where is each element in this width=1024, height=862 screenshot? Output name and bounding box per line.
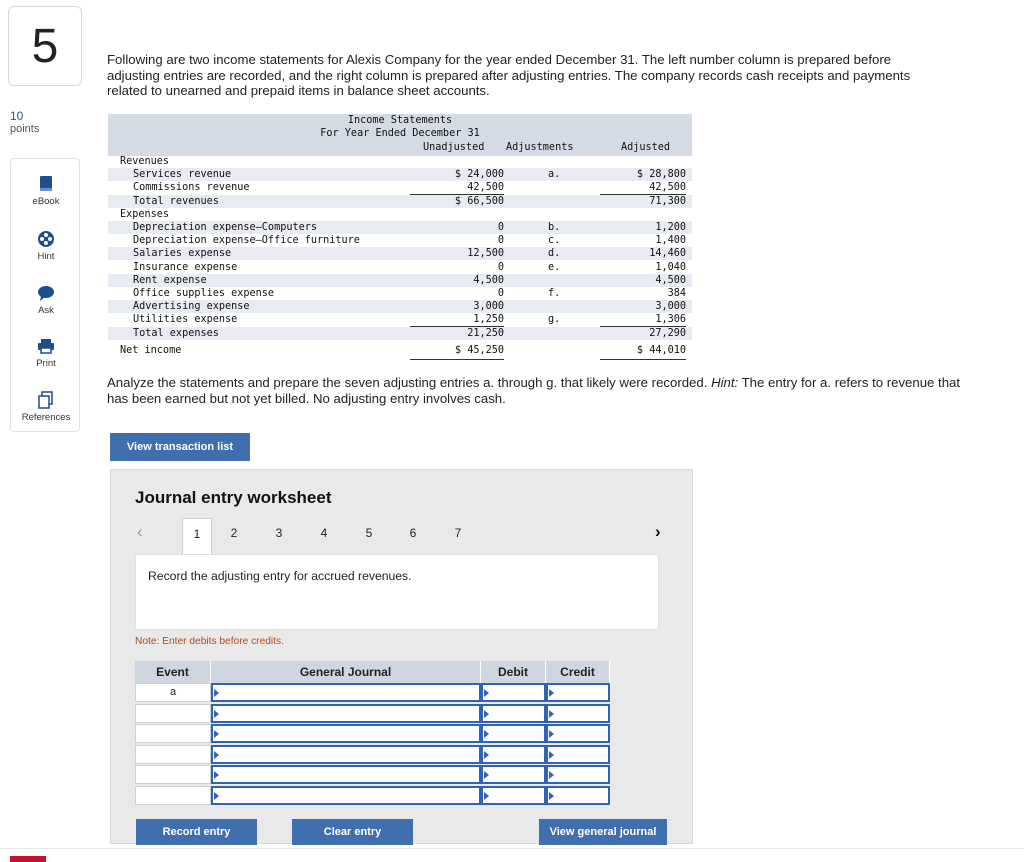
instructions-part-1: Analyze the statements and prepare the seven adjusting entries a. through g. that likely were recorded.	[107, 375, 712, 390]
debit-input[interactable]	[481, 765, 546, 784]
dropdown-arrow-icon	[549, 689, 554, 697]
tab-4[interactable]: 4	[320, 526, 328, 540]
dropdown-arrow-icon	[549, 751, 554, 759]
adjusted-value: 42,500	[649, 182, 686, 194]
row-label: Salaries expense	[133, 248, 232, 260]
credit-input[interactable]	[546, 724, 610, 743]
statement-row	[108, 344, 692, 357]
unadjusted-value: 12,500	[467, 248, 504, 260]
adjusted-value: 384	[667, 288, 686, 299]
adjustment-letter: f.	[548, 288, 561, 299]
col-adjusted: Adjusted	[621, 142, 671, 153]
question-number: 5	[8, 6, 82, 86]
adjusted-value: 14,460	[649, 248, 686, 260]
statement-row	[108, 221, 692, 234]
tab-7[interactable]: 7	[454, 526, 462, 540]
debit-input[interactable]	[481, 724, 546, 743]
points-display	[10, 110, 39, 136]
adjustment-letter: c.	[548, 235, 561, 247]
sidebar-item-references[interactable]	[11, 391, 81, 423]
header-event: Event	[135, 661, 211, 683]
sidebar-item-ebook[interactable]	[11, 175, 81, 207]
sidebar-item-print[interactable]	[11, 337, 81, 369]
statement-row	[108, 195, 692, 208]
points-value: 10	[10, 109, 24, 123]
row-label: Revenues	[120, 156, 170, 167]
references-icon	[38, 391, 54, 409]
sidebar-item-label: Print	[36, 358, 56, 369]
unadjusted-value: $ 66,500	[454, 195, 504, 207]
unadjusted-value: 4,500	[473, 274, 504, 286]
footer-strip	[0, 848, 1024, 862]
adjusted-value: 3,000	[655, 301, 686, 313]
sidebar-item-label: Ask	[38, 305, 54, 316]
dropdown-arrow-icon	[484, 792, 489, 800]
event-cell: a	[135, 683, 211, 702]
row-label: Total revenues	[133, 195, 219, 207]
instruction-panel	[135, 554, 659, 630]
statement-row	[108, 247, 692, 260]
dropdown-arrow-icon	[214, 689, 219, 697]
row-label: Depreciation expense—Computers	[133, 222, 318, 233]
unadjusted-value: 42,500	[467, 182, 504, 194]
col-unadjusted: Unadjusted	[423, 142, 485, 153]
row-label: Advertising expense	[133, 301, 250, 313]
row-label: Net income	[120, 344, 182, 356]
debit-input[interactable]	[481, 683, 546, 702]
unadjusted-value: 3,000	[473, 301, 504, 313]
statement-row	[108, 208, 692, 221]
credit-input[interactable]	[546, 683, 610, 702]
tab-5[interactable]: 5	[365, 526, 373, 540]
dropdown-arrow-icon	[484, 689, 489, 697]
worksheet-title: Journal entry worksheet	[135, 488, 332, 507]
rule-unadj-net	[410, 359, 504, 360]
dropdown-arrow-icon	[484, 771, 489, 779]
event-cell	[135, 745, 211, 764]
prev-arrow-icon[interactable]: ‹	[137, 522, 143, 541]
dropdown-arrow-icon	[214, 710, 219, 718]
credit-input[interactable]	[546, 745, 610, 764]
statement-row	[108, 313, 692, 326]
account-input[interactable]	[211, 765, 481, 784]
row-label: Expenses	[120, 208, 170, 220]
tab-3[interactable]: 3	[275, 526, 283, 540]
debit-input[interactable]	[481, 745, 546, 764]
adjustment-letter: a.	[548, 169, 561, 181]
statement-row	[108, 327, 692, 340]
dropdown-arrow-icon	[549, 730, 554, 738]
unadjusted-value: 0	[497, 222, 504, 233]
row-label: Commissions revenue	[133, 182, 250, 194]
tab-2[interactable]: 2	[230, 526, 238, 540]
dropdown-arrow-icon	[549, 710, 554, 718]
problem-intro: Following are two income statements for Alexis Company for the year ended December 31. The left number column is prepared before adjusting entries are recorded, and the right column is prepared after adjusting entries. The company records cash receipts and payments related to unearned and prepaid items in balance sheet accounts.	[107, 52, 911, 98]
header-general-journal: General Journal	[211, 661, 481, 683]
adjustment-letter: b.	[548, 222, 561, 233]
credit-input[interactable]	[546, 765, 610, 784]
dropdown-arrow-icon	[549, 792, 554, 800]
row-label: Insurance expense	[133, 261, 238, 273]
sidebar-item-label: Hint	[37, 251, 55, 262]
sidebar-item-label: References	[21, 412, 71, 423]
statement-row	[108, 168, 692, 181]
account-input[interactable]	[211, 786, 481, 805]
rule-adj-expenses	[600, 326, 686, 327]
view-general-journal-button[interactable]: View general journal	[539, 819, 667, 845]
statement-row	[108, 274, 692, 287]
adjusted-value: $ 28,800	[636, 169, 686, 181]
row-label: Services revenue	[133, 169, 232, 181]
unadjusted-value: $ 24,000	[454, 169, 504, 181]
adjustment-letter: d.	[548, 248, 561, 260]
statement-row	[108, 300, 692, 313]
credit-input[interactable]	[546, 786, 610, 805]
adjusted-value: 1,040	[655, 261, 686, 273]
clear-entry-button[interactable]: Clear entry	[292, 819, 413, 845]
statement-row	[108, 234, 692, 247]
account-input[interactable]	[211, 704, 481, 723]
unadjusted-value: 0	[497, 235, 504, 247]
points-label: points	[10, 123, 40, 135]
tab-1[interactable]: 1	[182, 518, 212, 555]
unadjusted-value: 21,250	[467, 327, 504, 339]
row-label: Office supplies expense	[133, 288, 275, 299]
statement-row	[108, 261, 692, 274]
record-entry-button[interactable]: Record entry	[136, 819, 257, 845]
event-cell	[135, 704, 211, 723]
statement-row	[108, 181, 692, 194]
adjusted-value: 4,500	[655, 274, 686, 286]
income-statement-table	[108, 114, 692, 360]
dropdown-arrow-icon	[484, 751, 489, 759]
sidebar-item-ask[interactable]	[11, 284, 81, 316]
row-label: Depreciation expense—Office furniture	[133, 235, 360, 247]
debit-input[interactable]	[481, 786, 546, 805]
dropdown-arrow-icon	[214, 792, 219, 800]
credit-input[interactable]	[546, 704, 610, 723]
unadjusted-value: 0	[497, 261, 504, 273]
tab-6[interactable]: 6	[409, 526, 417, 540]
instructions-part-2: The entry for a. refers to revenue that has been earned but not yet billed. No adjusting entry involves cash.	[107, 375, 961, 406]
resource-sidebar	[10, 158, 80, 432]
hint-icon	[37, 230, 55, 248]
event-cell	[135, 786, 211, 805]
rule-adj-revenue	[600, 194, 686, 195]
statement-subtitle: For Year Ended December 31	[320, 128, 480, 139]
dropdown-arrow-icon	[484, 730, 489, 738]
entry-instruction: Record the adjusting entry for accrued revenues.	[148, 569, 412, 583]
journal-entry-worksheet	[110, 469, 693, 844]
unadjusted-value: 0	[497, 288, 504, 299]
hint-label: Hint:	[711, 375, 739, 390]
next-arrow-icon[interactable]: ›	[655, 522, 661, 541]
adjusted-value: 27,290	[649, 327, 686, 339]
adjustment-letter: g.	[548, 314, 561, 326]
dropdown-arrow-icon	[549, 771, 554, 779]
dropdown-arrow-icon	[214, 730, 219, 738]
statement-title: Income Statements	[347, 115, 453, 126]
adjusted-value: 1,306	[655, 314, 686, 326]
adjusted-value: 1,400	[655, 235, 686, 247]
adjusted-value: 1,200	[655, 222, 686, 233]
adjustment-letter: e.	[548, 261, 561, 273]
unadjusted-value: $ 45,250	[454, 344, 504, 356]
debits-note: Note: Enter debits before credits.	[135, 636, 284, 647]
account-input[interactable]	[211, 683, 481, 702]
rule-unadj-revenue	[410, 194, 504, 195]
account-input[interactable]	[211, 745, 481, 764]
col-adjustments: Adjustments	[506, 142, 574, 153]
statement-row	[108, 155, 692, 168]
brand-logo	[10, 856, 46, 862]
header-credit: Credit	[546, 661, 610, 683]
adjusted-value: 71,300	[649, 195, 686, 207]
sidebar-item-hint[interactable]	[11, 230, 81, 262]
row-label: Total expenses	[133, 327, 219, 339]
dropdown-arrow-icon	[214, 751, 219, 759]
instructions-text	[107, 375, 967, 406]
row-label: Rent expense	[133, 274, 207, 286]
sidebar-item-label: eBook	[32, 196, 60, 207]
statement-row	[108, 287, 692, 300]
dropdown-arrow-icon	[214, 771, 219, 779]
adjusted-value: $ 44,010	[636, 344, 686, 356]
view-transaction-list-button[interactable]: View transaction list	[110, 433, 250, 461]
header-debit: Debit	[481, 661, 546, 683]
rule-unadj-expenses	[410, 326, 504, 327]
row-label: Utilities expense	[133, 314, 238, 326]
account-input[interactable]	[211, 724, 481, 743]
unadjusted-value: 1,250	[473, 314, 504, 326]
dropdown-arrow-icon	[484, 710, 489, 718]
book-icon	[38, 175, 54, 193]
debit-input[interactable]	[481, 704, 546, 723]
event-cell	[135, 765, 211, 784]
chat-bubble-icon	[37, 284, 55, 302]
event-cell	[135, 724, 211, 743]
printer-icon	[37, 337, 55, 355]
rule-adj-net	[600, 359, 686, 360]
